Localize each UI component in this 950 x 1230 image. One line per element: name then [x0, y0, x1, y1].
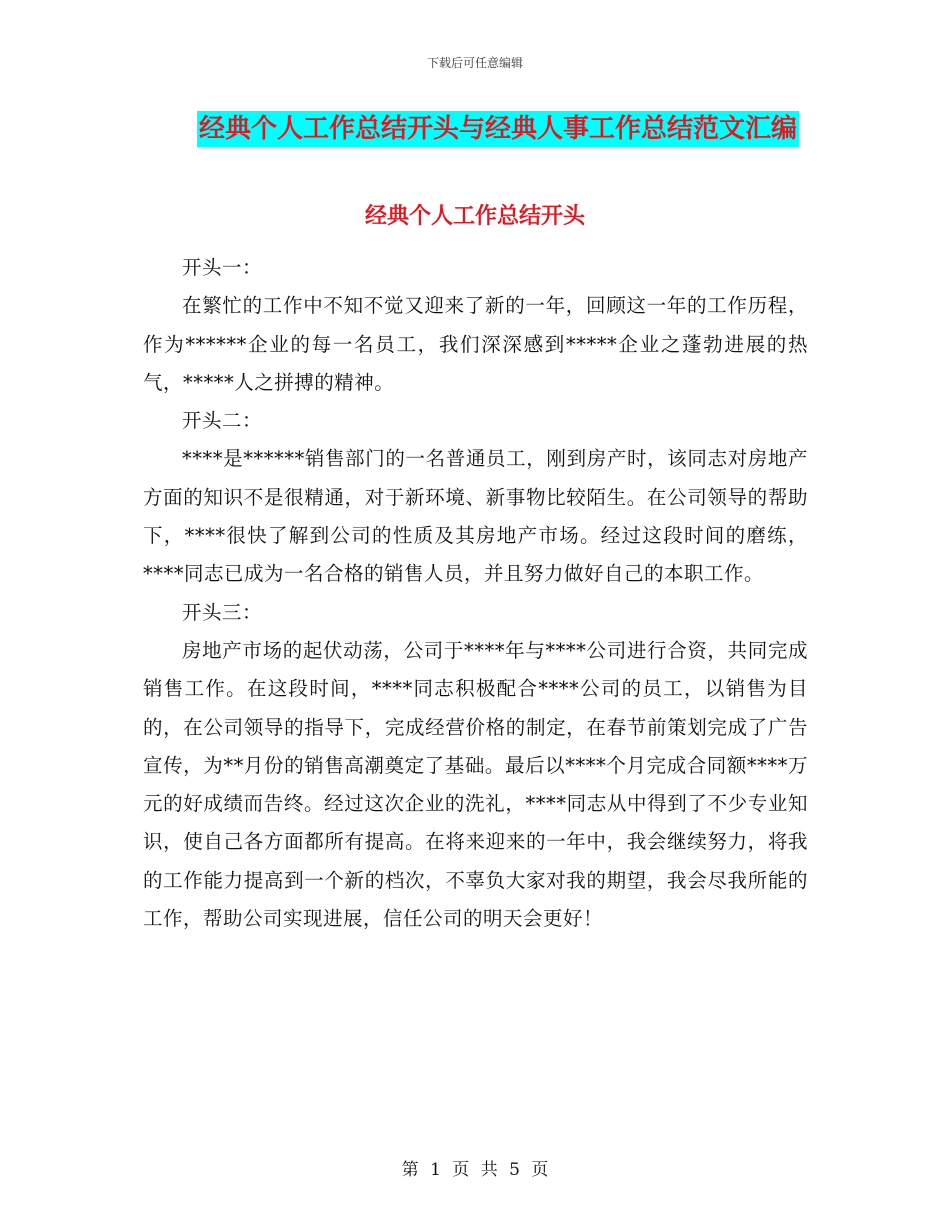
body-text [143, 249, 808, 938]
paragraph-label-1: 开头一： [182, 256, 263, 279]
paragraph-1: 在繁忙的工作中不知不觉又迎来了新的一年，回顾这一年的工作历程，作为******企业的每一名员工，我们深深感到*****企业之蓬勃进展的热气，*****人之拼搏的精神。 [143, 294, 808, 394]
section-title: 经典个人工作总结开头 [364, 204, 585, 229]
paragraph-label-2: 开头二： [182, 409, 263, 433]
paragraph-3: 房地产市场的起伏动荡，公司于****年与****公司进行合资，共同完成销售工作。在这段时间，****同志积极配合****公司的员工，以销售为目的，在公司领导的指导下，完成经营价格的制定，在春节前策划完成了广告宣传，为**月份的销售高潮奠定了基础。最后以****个月完成合同额****万元的好成绩而告终。经过这次企业的洗礼，****同志从中得到了不少专业知识，使自己各方面都所有提高。在将来迎来的一年中，我会继续努力，将我的工作能力提高到一个新的档次，不辜负大家对我的期望，我会尽我所能的工作，帮助公司实现进展，信任公司的明天会更好！ [143, 638, 808, 931]
main-title: 经典个人工作总结开头与经典人事工作总结范文汇编 [197, 111, 799, 147]
page-number-footer: 第 1 页 共 5 页 [401, 1160, 549, 1180]
paragraph-2: ****是******销售部门的一名普通员工，刚到房产时，该同志对房地产方面的知识不是很精通，对于新环境、新事物比较陌生。在公司领导的帮助下，****很快了解到公司的性质及其房地产市场。经过这段时间的磨练，****同志已成为一名合格的销售人员，并且努力做好自己的本职工作。 [143, 447, 808, 586]
header-note: 下载后可任意编辑 [426, 56, 523, 70]
paragraph-label-3: 开头三： [182, 600, 263, 624]
main-title-wrap [0, 111, 950, 147]
